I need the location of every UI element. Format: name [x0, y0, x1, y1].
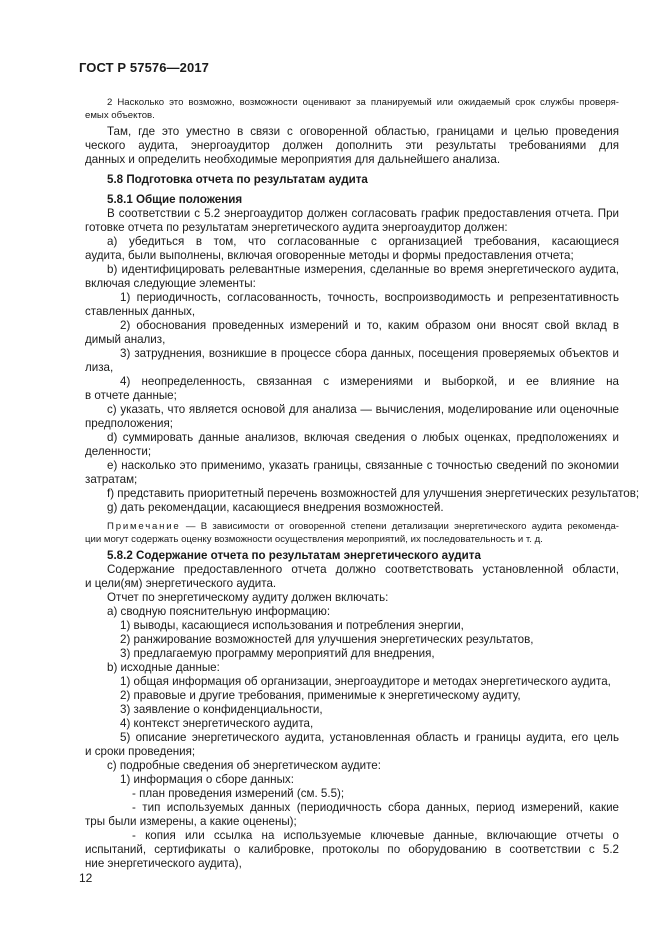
list-item: f) представить приоритетный перечень возможностей для улучшения энергетических результатов; — [107, 487, 640, 500]
list-item: - план проведения измерений (см. 5.5); — [132, 787, 345, 800]
list-item: 1) общая информация об организации, энергоаудиторе и методах энергетического аудита, — [120, 675, 611, 688]
list-item: b) идентифицировать релевантные измерения, сделанные во время энергетического аудита, — [107, 263, 619, 276]
list-item: d) суммировать данные анализов, включая сведения о любых оценках, предположениях и — [107, 431, 619, 444]
list-item: 2) обоснования проведенных измерений и то, каким образом они вносят свой вклад в — [120, 319, 619, 332]
standard-header: ГОСТ Р 57576—2017 — [79, 60, 209, 75]
text-line: ческого аудита, энергоаудитор должен дополнить эти результаты требованиями для — [85, 139, 619, 152]
text-line: ставленных данных, — [85, 305, 196, 318]
text-line: предположения; — [85, 417, 173, 430]
list-item: 2) ранжирование возможностей для улучшения энергетических результатов, — [120, 633, 534, 646]
text-line: аудита, были выполнены, включая оговоренные методы и формы предоставления отчета; — [85, 249, 574, 262]
text-line: ние энергетического аудита), — [85, 857, 242, 870]
list-item: b) исходные данные: — [107, 661, 220, 674]
text-line: тры были измерены, а какие оценены); — [85, 815, 297, 828]
text-line: лиза, — [85, 361, 114, 374]
list-item: a) убедиться в том, что согласованные с организацией требования, касающиеся — [107, 235, 619, 248]
list-item: 3) заявление о конфиденциальности, — [120, 703, 323, 716]
list-item: a) сводную пояснительную информацию: — [107, 605, 331, 618]
text-line: и сроки проведения; — [85, 745, 196, 758]
list-item: 1) периодичность, согласованность, точность, воспроизводимость и репрезентативность — [120, 291, 619, 304]
note-text: — В зависимости от оговоренной степени детализации энергетического аудита рекоменда- — [180, 521, 619, 532]
list-item: - тип используемых данных (периодичность сбора данных, период измерений, какие — [132, 801, 619, 814]
text-line: испытаний, сертификаты о калибровке, протоколы по оборудованию в соответствии с 5.2 — [85, 843, 619, 856]
note-line — [107, 520, 619, 534]
text-line: данных и определить необходимые мероприятия для дальнейшего анализа. — [85, 153, 501, 166]
list-item: c) подробные сведения об энергетическом аудите: — [107, 759, 381, 772]
list-item: 4) контекст энергетического аудита, — [120, 717, 314, 730]
list-item: 4) неопределенность, связанная с измерениями и выборкой, и ее влияние на — [120, 375, 619, 388]
list-item: 1) выводы, касающиеся использования и потребления энергии, — [120, 619, 464, 632]
text-line: Отчет по энергетическому аудиту должен включать: — [107, 591, 389, 604]
list-item: - копия или ссылка на используемые ключевые данные, включающие отчеты о — [132, 829, 619, 842]
text-line: готовке отчета по результатам энергетического аудита энергоаудитор должен: — [85, 221, 508, 234]
note-label: Примечание — [107, 521, 181, 532]
text-line: В соответствии с 5.2 энергоаудитор должен согласовать график предоставления отчета. При — [107, 207, 619, 220]
list-item: 3) предлагаемую программу мероприятий для внедрения, — [120, 647, 435, 660]
subsection-heading: 5.8.1 Общие положения — [107, 193, 243, 206]
text-line: димый анализ, — [85, 333, 166, 346]
text-line: в отчете данные; — [85, 389, 177, 402]
note-line: 2 Насколько это возможно, возможности оценивают за планируемый или ожидаемый срок службы проверя- — [107, 97, 619, 108]
text-line: включая следующие элементы: — [85, 277, 256, 290]
list-item: 2) правовые и другие требования, применимые к энергетическому аудиту, — [120, 689, 521, 702]
text-line: и цели(ям) энергетического аудита. — [85, 577, 277, 590]
subsection-heading: 5.8.2 Содержание отчета по результатам энергетического аудита — [107, 549, 481, 562]
note-line: емых объектов. — [85, 110, 155, 121]
page-number: 12 — [79, 871, 93, 885]
list-item: 1) информация о сборе данных: — [120, 773, 294, 786]
note-line: ции могут содержать оценку возможности осуществления мероприятий, их последовательность и т. д. — [85, 534, 543, 545]
section-heading: 5.8 Подготовка отчета по результатам аудита — [107, 173, 368, 186]
list-item: c) указать, что является основой для анализа — вычисления, моделирование или оценочные — [107, 403, 619, 416]
text-line: деленности; — [85, 445, 152, 458]
text-line: Содержание предоставленного отчета должно соответствовать установленной области, — [107, 563, 619, 576]
list-item: 3) затруднения, возникшие в процессе сбора данных, посещения проверяемых объектов и — [120, 347, 619, 360]
list-item: g) дать рекомендации, касающиеся внедрения возможностей. — [107, 501, 444, 514]
list-item: 5) описание энергетического аудита, установленная область и границы аудита, его цель — [120, 731, 619, 744]
list-item: e) насколько это применимо, указать границы, связанные с точностью сведений по экономии — [107, 459, 619, 472]
text-line: Там, где это уместно в связи с оговоренной областью, границами и целью проведения — [107, 125, 619, 138]
text-line: затратам; — [85, 473, 138, 486]
